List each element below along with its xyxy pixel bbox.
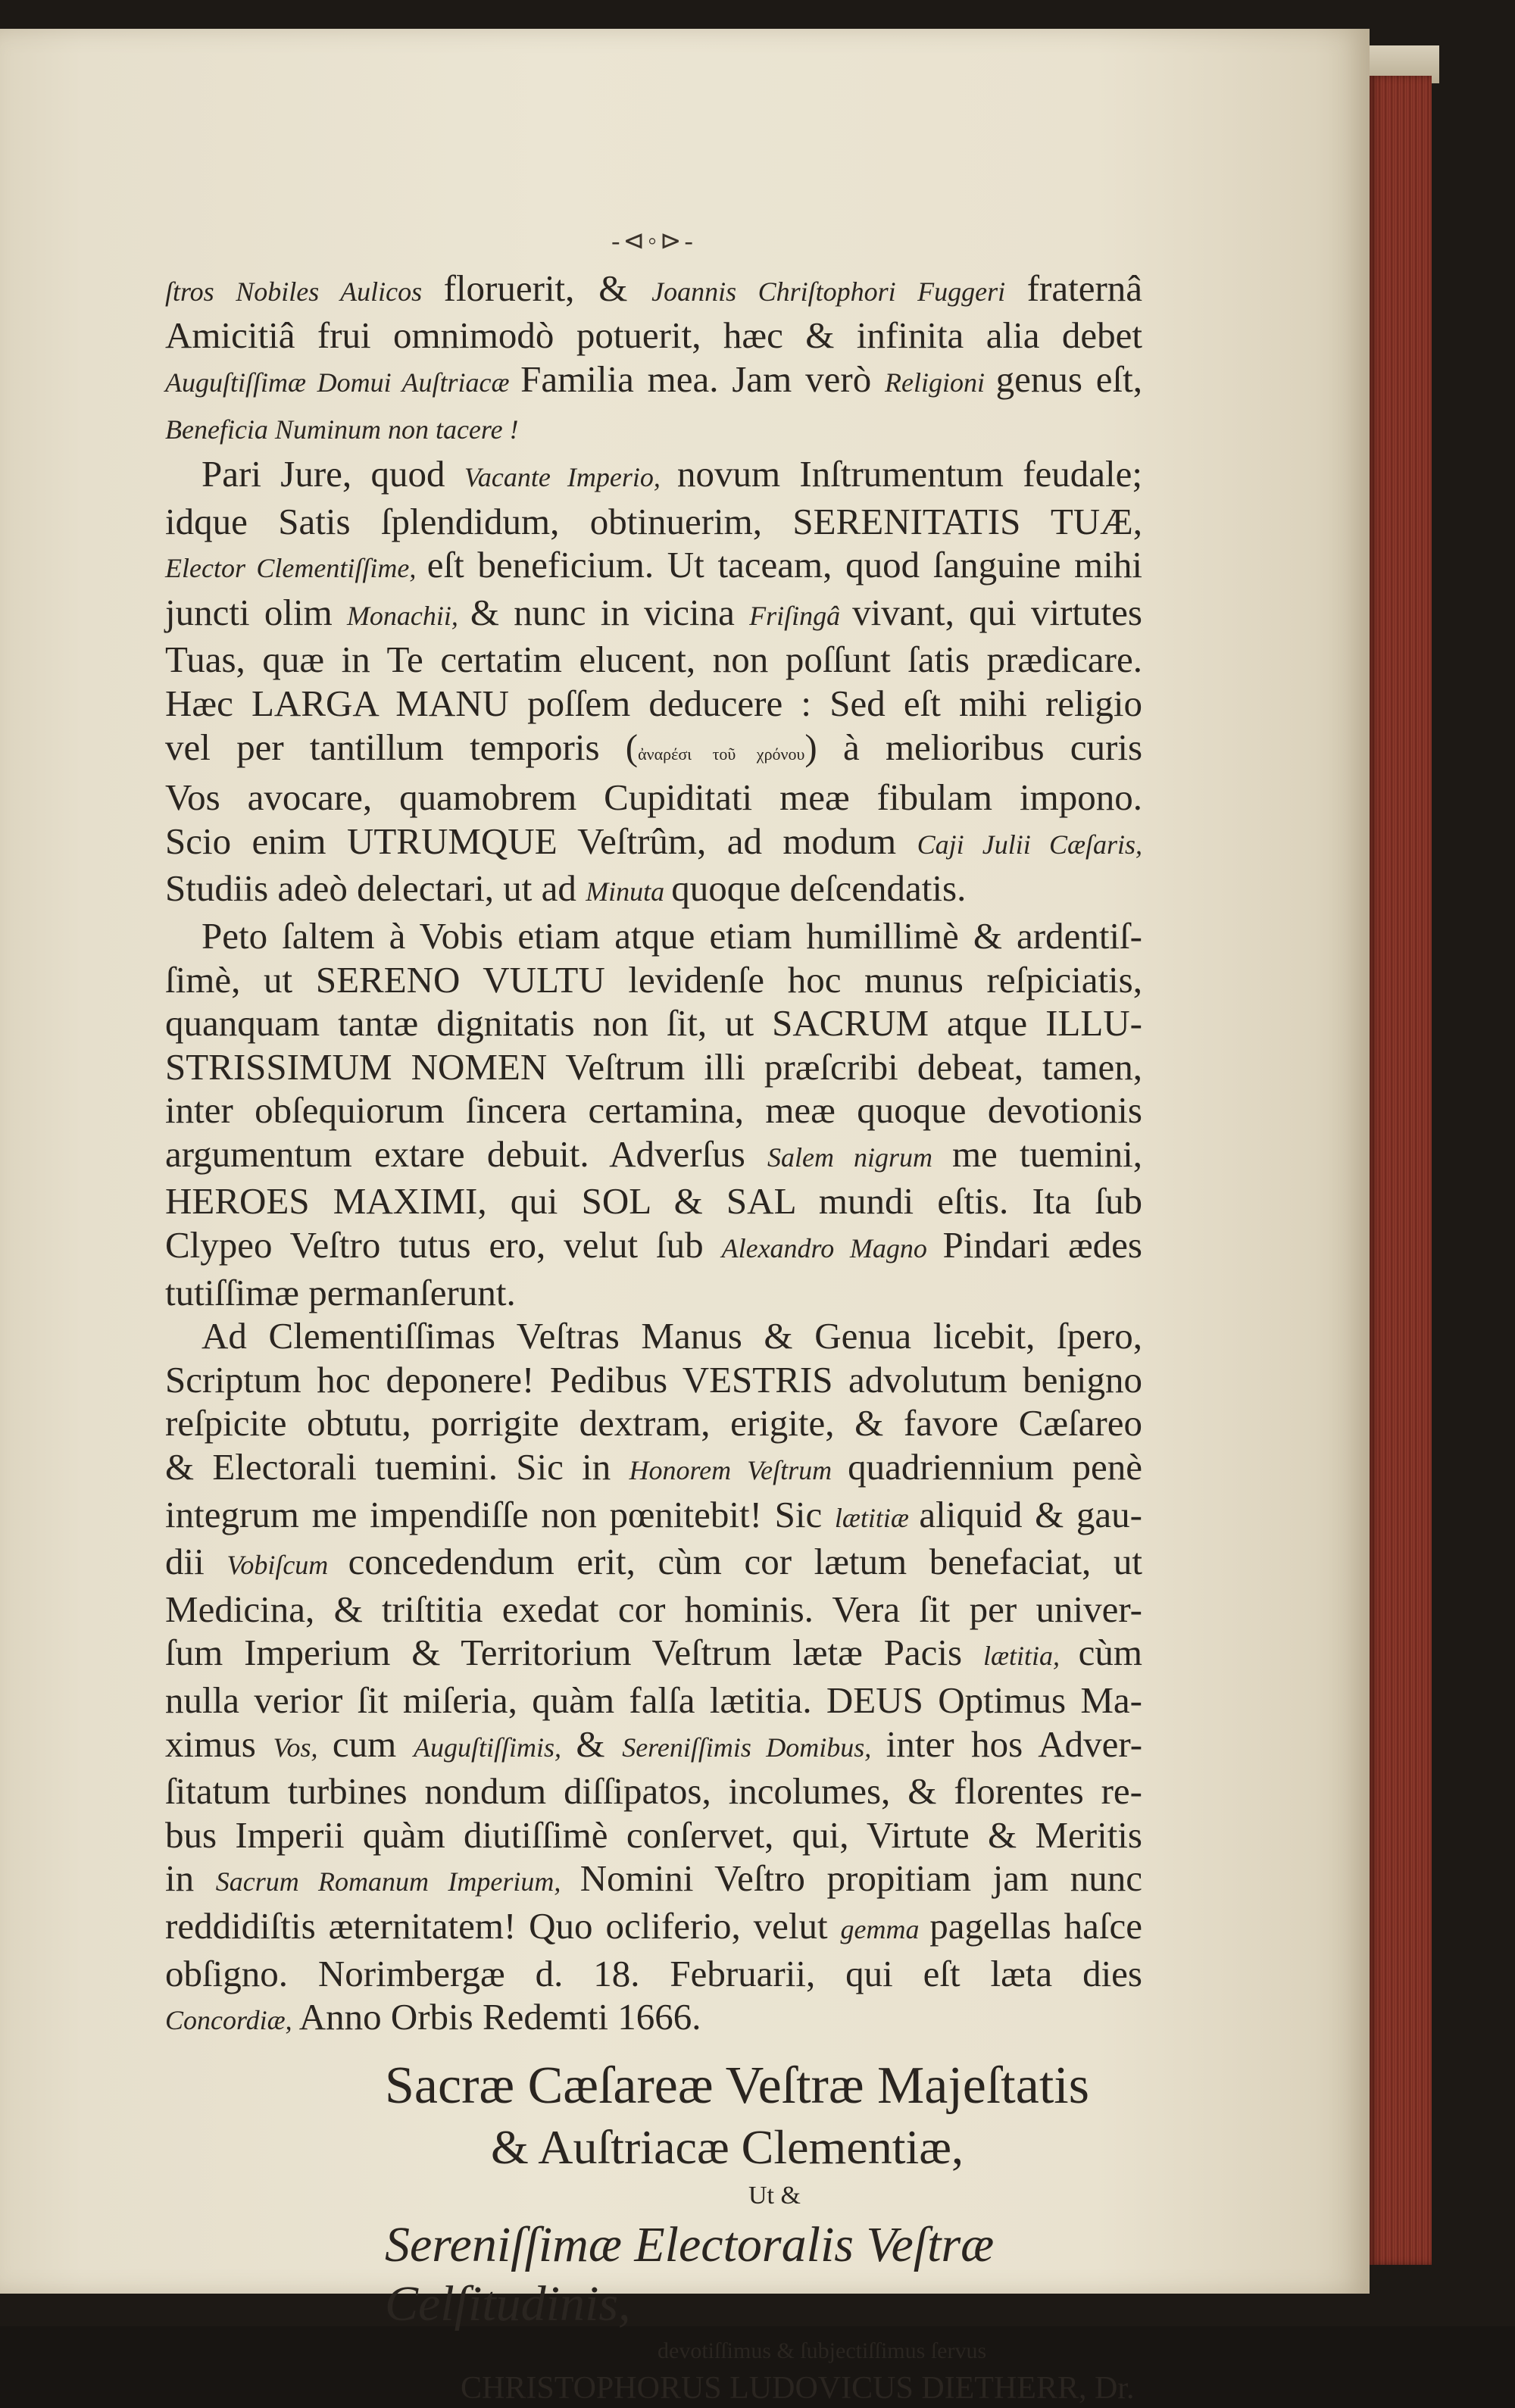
text-line (165, 314, 1142, 358)
text-span: novum Inſtrumentum feudale; (676, 452, 1143, 495)
text-line (165, 1001, 1142, 1045)
text-span: & (576, 1722, 623, 1765)
italic-span: Concordiæ, (165, 2005, 299, 2036)
text-span: dii (165, 1541, 227, 1583)
text-span: ximus (165, 1722, 273, 1765)
text-line (165, 1493, 1142, 1541)
italic-span: Vacante Imperio, (464, 461, 677, 492)
text-span: Scriptum hoc deponere! Pedibus VESTRIS advolutum benigno (165, 1358, 1142, 1401)
text-span: quanquam tantæ dignitatis non ſit, ut SACRUM atque ILLU- (165, 1002, 1142, 1045)
italic-span: Honorem Veſtrum (629, 1455, 848, 1486)
text-line (165, 591, 1142, 639)
text-span: fraternâ (1026, 267, 1143, 309)
text-line (165, 1223, 1142, 1271)
italic-span: Nobiles (236, 276, 341, 307)
text-span: vel per tantillum temporis ( (165, 726, 639, 768)
italic-span: Vos, (273, 1732, 333, 1763)
text-line (165, 958, 1142, 1002)
text-line (165, 1314, 1142, 1358)
text-line (165, 1588, 1142, 1632)
italic-span: Salem nigrum (767, 1142, 952, 1173)
text-span: ſimè, ut SERENO VULTU levidenſe hoc munus reſpiciatis, (165, 958, 1142, 1001)
closing-block (165, 2054, 1142, 2408)
text-span: quoque deſcendatis. (671, 867, 967, 910)
text-line (165, 1679, 1142, 1722)
text-line (165, 1445, 1142, 1493)
text-span: inter obſequiorum ſincera certamina, meæ quoque devotionis (165, 1089, 1142, 1132)
text-line (165, 1722, 1142, 1770)
text-span: Hæc LARGA MANU poſſem deducere : Sed eſt mihi religio (165, 682, 1142, 724)
text-span: concedendum erit, cùm cor lætum benefaciat, ut (348, 1541, 1142, 1583)
italic-span: Friſingâ (749, 600, 853, 631)
text-line (165, 820, 1142, 867)
italic-span: Sacrum Romanum Imperium, (215, 1866, 580, 1897)
text-span: cùm (1078, 1632, 1142, 1674)
text-line (165, 404, 1142, 452)
italic-span: gemma (840, 1913, 930, 1944)
text-span: pagellas haſce (929, 1904, 1143, 1947)
text-line (165, 1813, 1142, 1857)
text-line (165, 776, 1142, 820)
page-text (165, 220, 1142, 2408)
text-span: Clypeo Veſtro tutus ero, velut ſub (165, 1224, 722, 1266)
italic-span: Minuta (586, 876, 672, 907)
closing-line-3: Ut & (748, 2181, 801, 2210)
text-span: Pari Jure, quod (201, 452, 464, 495)
text-span: Vos avocare, quamobrem Cupiditati meæ fibulam impono. (165, 776, 1142, 819)
text-line (165, 543, 1142, 591)
closing-line-5: devotiſſimus & ſubjectiſſimus ſervus (658, 2338, 987, 2363)
text-span: vivant, qui virtutes (852, 591, 1142, 633)
text-line (165, 1179, 1142, 1223)
text-line (165, 1952, 1142, 1996)
text-line (165, 358, 1142, 405)
text-span: ſum Imperium & Territorium Veſtrum lætæ Pacis (165, 1632, 983, 1674)
text-span: ſitatum turbines nondum diſſipatos, incolumes, & florentes re- (165, 1770, 1142, 1813)
text-span: Anno Orbis Redemti 1666. (298, 1996, 701, 2038)
text-span: Ad Clementiſſimas Veſtras Manus & Genua licebit, ſpero, (201, 1315, 1142, 1357)
text-line (165, 500, 1142, 544)
text-span: idque Satis ſplendidum, obtinuerim, SERENITATIS TUÆ, (165, 500, 1142, 542)
text-span: obſigno. Norimbergæ d. 18. Februarii, qui eſt læta dies (165, 1952, 1142, 1994)
italic-span: Alexandro Magno (721, 1233, 943, 1264)
italic-span: lætitiæ (834, 1502, 920, 1533)
text-span: tutiſſimæ permanſerunt. (165, 1271, 516, 1313)
text-line (165, 1904, 1142, 1952)
italic-span: Aulicos (340, 276, 444, 307)
text-span: & Electorali tuemini. Sic in (165, 1446, 629, 1488)
text-line (165, 1401, 1142, 1445)
book-page-edges (1370, 76, 1432, 2265)
text-span: aliquid & gau- (919, 1493, 1142, 1535)
text-line (165, 638, 1142, 682)
text-line (165, 867, 1142, 914)
text-line (165, 1088, 1142, 1132)
text-line (165, 682, 1142, 726)
text-span: Scio enim UTRUMQUE Veſtrûm, ad modum (165, 820, 917, 862)
text-span: eſt beneficium. Ut taceam, quod ſanguine mihi (426, 544, 1143, 586)
text-span: in (165, 1857, 216, 1900)
closing-line-4: Sereniſſimæ Electoralis Veſtræ Celſitudinis, (385, 2216, 995, 2331)
header-ornament: -⊲◦⊳- (611, 227, 696, 255)
text-span: reſpicite obtutu, porrigite dextram, erigite, & favore Cæſareo (165, 1402, 1142, 1444)
text-line (165, 914, 1142, 958)
text-span: cum (332, 1722, 414, 1765)
closing-line-1: Sacræ Cæſareæ Veſtræ Majeſtatis (385, 2056, 1089, 2115)
greek-span: ἀναρέσι τοῦ χρόνου (638, 744, 805, 764)
text-line (165, 1631, 1142, 1679)
body-text (165, 267, 1142, 2043)
italic-span: Sereniſſimis Domibus, (622, 1732, 886, 1763)
text-line (165, 1045, 1142, 1089)
text-span: Medicina, & triſtitia exedat cor hominis. Vera ſit per univer- (165, 1588, 1142, 1630)
text-span: Amicitiâ frui omnimodò potuerit, hæc & infinita alia debet (165, 314, 1142, 357)
italic-span: Vobiſcum (226, 1550, 348, 1581)
text-line (165, 1358, 1142, 1402)
text-span: integrum me impendiſſe non pœnitebit! Sic (165, 1493, 835, 1535)
italic-span: Religioni (885, 367, 996, 398)
italic-span: ſtros (165, 276, 236, 307)
text-span: inter hos Adver- (886, 1722, 1143, 1765)
text-span: Studiis adeò delectari, ut ad (165, 867, 586, 910)
text-span: quadriennium penè (848, 1446, 1143, 1488)
text-span: Peto ſaltem à Vobis etiam atque etiam humillimè & ardentiſ- (201, 914, 1142, 957)
text-span: ) à melioribus curis (804, 726, 1143, 768)
italic-span: lætitia, (982, 1641, 1079, 1672)
text-span: nulla verior ſit miſeria, quàm falſa lætitia. DEUS Optimus Ma- (165, 1679, 1142, 1721)
text-span: argumentum extare debuit. Adverſus (165, 1132, 767, 1175)
text-span: Familia mea. Jam verò (520, 358, 886, 400)
text-span: me tuemini, (951, 1132, 1142, 1175)
text-line (165, 1132, 1142, 1180)
text-line (165, 267, 1142, 314)
text-span: genus eſt, (995, 358, 1143, 400)
italic-span: Joannis Chriſtophori Fuggeri (651, 276, 1027, 307)
text-span: Tuas, quæ in Te certatim elucent, non poſſunt ſatis prædicare. (165, 639, 1142, 681)
text-span: floruerit, & (443, 267, 652, 309)
signature: CHRISTOPHORUS LUDOVICUS DIETHERR, Dr. (461, 2370, 1135, 2406)
italic-span: Beneficia Numinum non tacere ! (165, 414, 519, 445)
italic-span: Caji Julii Cæſaris, (917, 829, 1142, 860)
text-line (165, 726, 1142, 776)
text-span: STRISSIMUM NOMEN Veſtrum illi præſcribi debeat, tamen, (165, 1045, 1142, 1088)
text-line (165, 1540, 1142, 1588)
text-span: HEROES MAXIMI, qui SOL & SAL mundi eſtis. Ita ſub (165, 1180, 1142, 1223)
italic-span: Auguſtiſſimis, (413, 1732, 576, 1763)
text-span: & nunc in vicina (470, 591, 750, 633)
closing-line-2: & Auſtriacæ Clementiæ, (491, 2119, 964, 2174)
text-span: reddidiſtis æternitatem! Quo ocliferio, velut (165, 1904, 841, 1947)
text-span: Nomini Veſtro propitiam jam nunc (579, 1857, 1142, 1900)
text-span: bus Imperii quàm diutiſſimè conſervet, qui, Virtute & Meritis (165, 1813, 1142, 1856)
text-line (165, 1769, 1142, 1813)
text-span: juncti olim (165, 591, 347, 633)
italic-span: Elector Clementiſſime, (165, 553, 427, 584)
text-line (165, 1857, 1142, 1904)
text-line (165, 1995, 1142, 2043)
text-line (165, 1271, 1142, 1315)
text-line (165, 452, 1142, 500)
text-span: Pindari ædes (942, 1224, 1142, 1266)
italic-span: Auguſtiſſimæ Domui Auſtriacæ (165, 367, 521, 398)
italic-span: Monachii, (346, 600, 470, 631)
